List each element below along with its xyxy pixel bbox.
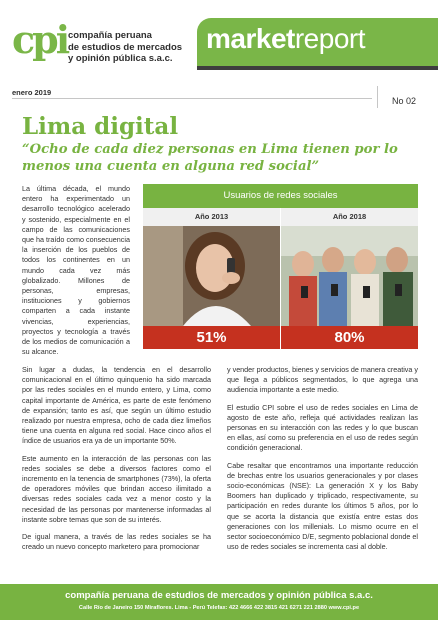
left-paragraph-1: Sin lugar a dudas, la tendencia en el desarrollo comunicacional en el último quinquenio ha sido marcada por las redes sociales en el mundo entero, y Lima, como capital importante de América, es parte de este fenómeno de expansión; tanto es así, que según un último estudio realizado por nuestra empresa, ocho de cada diez limeños tiene una cuenta en alguna red social. Hace cinco años el índice de usuarios era ya de un importante 50%.: [22, 365, 211, 446]
right-paragraph-3: Cabe resaltar que encontramos una importante reducción de brechas entre los usuarios generacionales y por clases socio-económicas (NSE): La generación X y los Baby Boomers han duplicado y triplicado, respectivamente, su participación en redes durante los últimos 5 años, por lo que se acorta la distancia que existía entre estas dos generaciones con los millenials. Lo mismo ocurre en el sector socioeconómico D/E, segmento poblacional donde el uso de redes sociales se incrementa casi al doble.: [227, 460, 418, 552]
brand-light: report: [294, 23, 365, 54]
article-subtitle: “Ocho de cada diez personas en Lima tienen por lo menos una cuenta en alguna red social”: [22, 142, 398, 174]
right-paragraph-1: y vender productos, bienes y servicios de manera creativa y que llega a públicos segmentados, lo que agrega una audiencia importante a este medio.: [227, 365, 418, 395]
issue-number: No 02: [392, 96, 417, 106]
right-column: [227, 365, 418, 559]
brand-bold: market: [206, 23, 295, 54]
footer-company: compañía peruana de estudios de mercados y opinión pública s.a.c.: [65, 590, 373, 601]
header-divider: [12, 98, 372, 99]
company-line-3: y opinión pública s.a.c.: [68, 53, 173, 64]
right-paragraph-2: El estudio CPI sobre el uso de redes sociales en Lima de agosto de este año, refleja qué actividades realizan las personas en su interacción con las redes y lo que buscan en ellas, así como su preferencia en el uso de redes según condición generacional.: [227, 402, 418, 453]
percent-2018: 80%: [281, 326, 418, 349]
article-title: Lima digital: [22, 113, 179, 140]
year-2013-label: Año 2013: [143, 208, 280, 226]
year-2018-label: Año 2018: [281, 208, 418, 226]
brand-underline: [197, 66, 438, 70]
intro-column: [22, 184, 130, 357]
left-column: [22, 365, 211, 559]
footer-address: Calle Río de Janeiro 150 Miraflores. Lima - Perú Telefax: 422 4666 422 3815 421 6271 221 2880 www.cpi.pe: [78, 605, 360, 611]
issue-date: enero 2019: [12, 88, 52, 97]
percent-2013: 51%: [143, 326, 280, 349]
company-name: [68, 30, 208, 65]
group-phones-photo: [281, 226, 418, 326]
intro-paragraph: La última década, el mundo entero ha experimentado un desarrollo tecnológico acelerado y sostenido, especialmente en el campo de las comunicaciones que ha traído como consecuencia la inserción de los pueblos de todos los continentes en un mundo cada vez más globalizado. Millones de personas, empresas, instituciones y gobiernos comparten a cada instante vivencias, experiencias, proyectos y tecnología a través de los medios de comunicación a su alcance.: [22, 184, 130, 357]
market-report-wordmark: [206, 22, 365, 56]
social-users-infographic: [143, 184, 418, 349]
infographic-title: Usuarios de redes sociales: [143, 184, 418, 208]
company-line-1: compañía peruana: [68, 30, 152, 41]
company-line-2: de estudios de mercados: [68, 41, 183, 53]
left-paragraph-2: Este aumento en la interacción de las personas con las redes sociales se debe a diversos factores como el incremento en la tenencia de smartphones (73%), la oferta de operadores móviles que brindan acceso ilimitado a diversas redes sociales cada vez a menor costo y la necesidad de las personas por mantenerse informadas al instante sobre temas que son de su interés.: [22, 453, 211, 524]
cpi-logo: cpi: [12, 17, 68, 62]
page-header: [0, 0, 438, 88]
woman-phone-photo: [143, 226, 280, 326]
left-paragraph-3: De igual manera, a través de las redes sociales se ha creado un nuevo concepto marketero para promocionar: [22, 532, 211, 552]
